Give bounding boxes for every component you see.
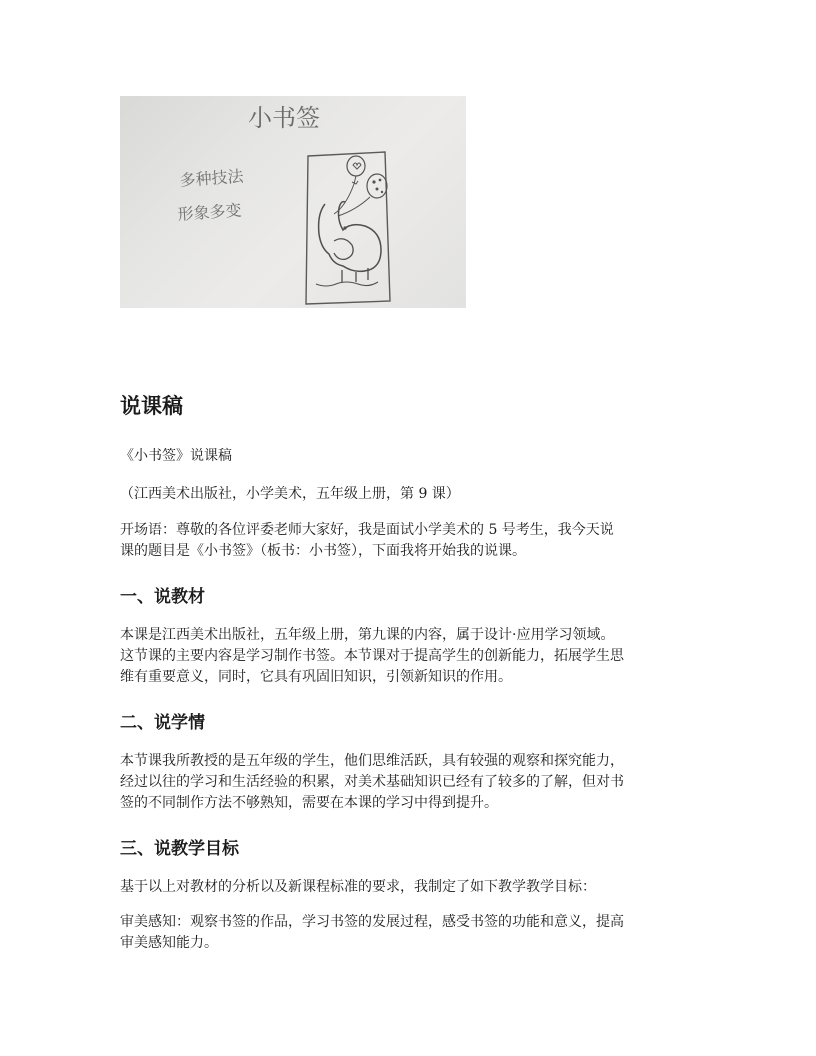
textbook-line-3: 维有重要意义，同时，它具有巩固旧知识，引领新知识的作用。	[120, 669, 512, 685]
dotted-balloon	[367, 174, 387, 198]
sketch-note-1: 多种技法	[178, 166, 245, 190]
opening-line-2: 课的题目是《小书签》（板书：小书签），下面我将开始我的说课。	[120, 543, 526, 559]
section-heading-students: 二、说学情	[120, 713, 205, 733]
page-title: 说课稿	[120, 394, 183, 418]
textbook-line-2: 这节课的主要内容是学习制作书签。本节课对于提高学生的创新能力，拓展学生思	[120, 648, 624, 664]
goals-intro: 基于以上对教材的分析以及新课程标准的要求，我制定了如下教学教学目标：	[120, 879, 596, 895]
sketch-title: 小书签	[248, 104, 320, 132]
doc-subtitle: 《小书签》说课稿	[120, 448, 232, 464]
goal-aesthetic-line-1: 审美感知：观察书签的作品，学习书签的发展过程，感受书签的功能和意义，提高	[120, 914, 624, 930]
section-heading-textbook: 一、说教材	[120, 587, 205, 607]
bookmark-sketch-photo	[120, 96, 466, 308]
goal-aesthetic-line-2: 审美感知能力。	[120, 935, 218, 951]
section-heading-goals: 三、说教学目标	[120, 839, 239, 859]
heart-balloon	[347, 156, 365, 176]
students-line-1: 本节课我所教授的是五年级的学生，他们思维活跃，具有较强的观察和探究能力，	[120, 753, 624, 769]
sketch-note-2: 形象多变	[176, 200, 243, 224]
opening-line-1: 开场语：尊敬的各位评委老师大家好，我是面试小学美术的 5 号考生，我今天说	[120, 522, 614, 538]
students-line-2: 经过以往的学习和生活经验的积累，对美术基础知识已经有了较多的了解，但对书	[120, 774, 624, 790]
textbook-line-1: 本课是江西美术出版社，五年级上册，第九课的内容，属于设计·应用学习领域。	[120, 627, 615, 643]
publisher-info: （江西美术出版社，小学美术，五年级上册，第 9 课）	[120, 486, 460, 502]
sketch-drawing	[120, 96, 466, 308]
students-line-3: 签的不同制作方法不够熟知，需要在本课的学习中得到提升。	[120, 795, 498, 811]
elephant-sketch	[319, 202, 381, 272]
